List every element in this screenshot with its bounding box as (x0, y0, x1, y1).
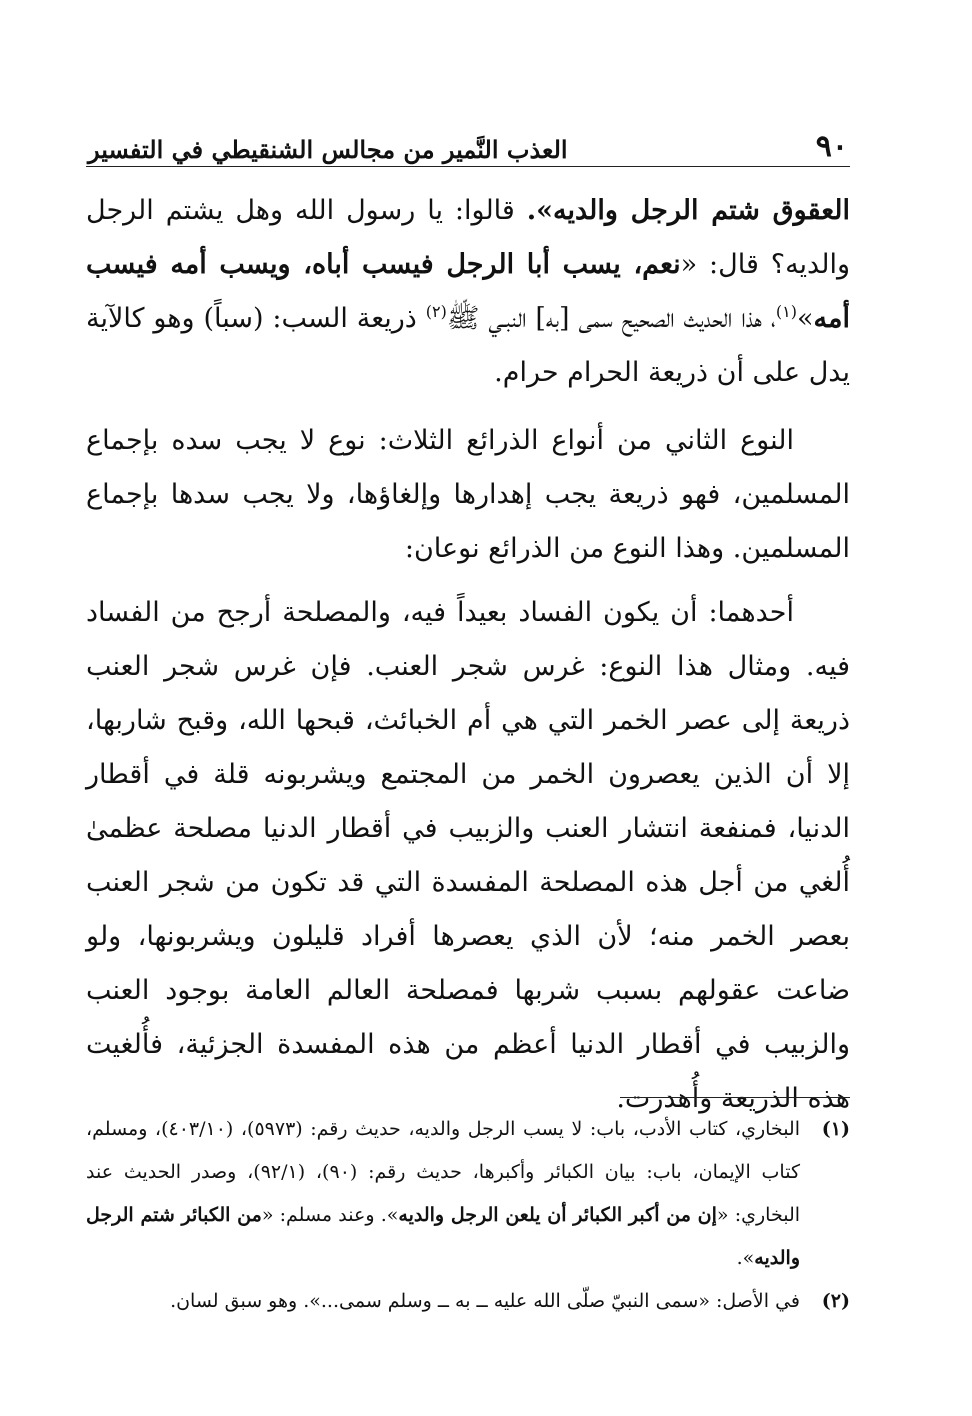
header-rule (86, 166, 850, 167)
footnote-ref-2[interactable]: (٢) (425, 302, 447, 321)
running-title: العذب النَّمير من مجالس الشنقيطي في التفسير (88, 135, 568, 164)
paragraph-1 (86, 184, 850, 400)
footnotes (86, 1108, 850, 1323)
footnote-text (86, 1108, 800, 1280)
footnote-number: (٢) (821, 1290, 850, 1312)
page-number: ٩٠ (815, 129, 848, 164)
hadith-quote-bold-2: نعم، يسب أبا الرجل فيسب أباه، ويسب أمه فيسب أمه (86, 249, 850, 334)
footnote-separator (620, 1097, 850, 1098)
paragraph-1-quote-close: » (797, 303, 814, 334)
footnote-2 (86, 1280, 850, 1323)
footnote-1-bold-a: إن من أكبر الكبائر أن يلعن الرجل والديه (398, 1204, 717, 1226)
paragraph-3: أحدهما: أن يكون الفساد بعيداً فيه، والمصلحة أرجح من الفساد فيه. ومثال هذا النوع: غرس شجر العنب. فإن غرس شجر العنب ذريعة إلى عصر الخمر التي هي أم الخبائث، قبحها الله، وقبح شاربها، إلا أن الذين يعصرون الخمر من المجتمع ويشربونه قلة في أقطار الدنيا، فمنفعة انتشار العنب والزبيب في أقطار الدنيا مصلحة عظمىٰ أُلغي من أجل هذه المصلحة المفسدة التي قد تكون من شجر العنب بعصر الخمر منه؛ لأن الذي يعصرها أفراد قليلون ويشربونها، ولو ضاعت عقولهم بسبب شربها فمصلحة العالم العامة بوجود العنب والزبيب في أقطار الدنيا أعظم من هذه المفسدة الجزئية، فأُلغيت هذه الذريعة وأُهدرت. (86, 597, 850, 1114)
footnote-number: (١) (821, 1118, 850, 1140)
main-text (86, 184, 850, 1136)
paragraph-2: النوع الثاني من أنواع الذرائع الثلاث: نوع لا يجب سده بإجماع المسلمين، فهو ذريعة يجب إهدارها وإلغاؤها، ولا يجب سدها بإجماع المسلمين. وهذا النوع من الذرائع نوعان: (86, 425, 850, 564)
paragraph-1-text-a: قالوا: يا رسول الله وهل يشتم الرجل والديه؟ قال: « (86, 195, 850, 280)
paragraph-1-text-c: ذريعة السب: (سباً) وهو كالآية يدل على أن ذريعة الحرام حرام. (86, 303, 850, 388)
footnote-ref-1[interactable]: (١) (775, 302, 798, 321)
footnote-text: في الأصل: «سمى النبيّ صلّى الله عليه ــ به ــ وسلم سمى...». وهو سبق لسان. (170, 1290, 800, 1312)
footnote-1-text-b: ». وعند مسلم: « (261, 1204, 399, 1226)
paragraph-1-text-b: ، هذا الحديث الصحيح سمى [به] النبـي ﷺ (446, 303, 776, 334)
footnote-1-bold-b: من الكبائر شتم الرجل والديه (86, 1204, 800, 1269)
hadith-quote-bold-1: العقوق شتم الرجل والديه». (526, 195, 850, 226)
page-header (88, 118, 848, 162)
footnote-1 (86, 1108, 850, 1280)
footnote-1-text-a: البخاري، كتاب الأدب، باب: لا يسب الرجل والديه، حديث رقم: (٥٩٧٣)، (٤٠٣/١٠)، ومسلم، كتاب الإيمان، باب: بيان الكبائر وأكبرها، حديث رقم: (٩٠)، (٩٢/١)، وصدر الحديث عند البخاري: « (86, 1118, 801, 1226)
footnote-1-text-c: ». (736, 1247, 755, 1269)
